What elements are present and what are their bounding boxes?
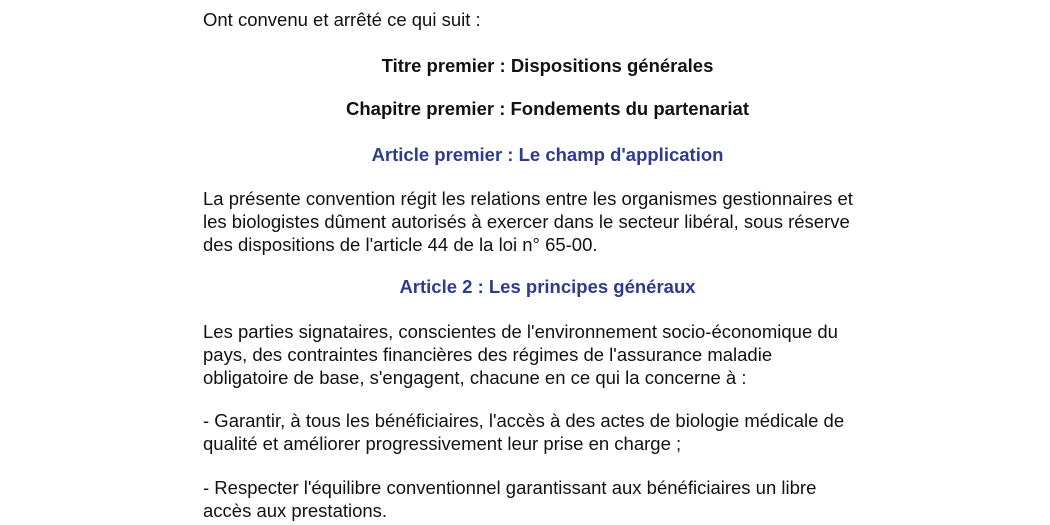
title-heading: Titre premier : Dispositions générales: [381, 55, 714, 76]
article2-item2: [203, 476, 903, 522]
intro-text: Ont convenu et arrêté ce qui suit :: [203, 9, 481, 30]
article2-intro-line: pays, des contraintes financières des régimes de l'assurance maladie: [203, 344, 773, 365]
article1-paragraph: [203, 187, 903, 256]
article1-heading: Article premier : Le champ d'application: [371, 144, 724, 165]
article2-item1-line: - Garantir, à tous les bénéficiaires, l'accès à des actes de biologie médicale de: [203, 410, 845, 431]
article2-intro-paragraph: [203, 320, 903, 389]
article1-line: La présente convention régit les relations entre les organismes gestionnaires et: [203, 188, 853, 209]
article2-heading: Article 2 : Les principes généraux: [399, 276, 696, 297]
article2-intro-line: obligatoire de base, s'engagent, chacune en ce qui la concerne à :: [203, 367, 747, 388]
article2-item2-line: accès aux prestations.: [203, 500, 388, 521]
article2-item1-line: qualité et améliorer progressivement leur prise en charge ;: [203, 433, 682, 454]
article1-line: des dispositions de l'article 44 de la loi n° 65-00.: [203, 234, 598, 255]
article2-intro-line: Les parties signataires, conscientes de l'environnement socio-économique du: [203, 321, 838, 342]
chapter-heading: Chapitre premier : Fondements du partenariat: [346, 98, 749, 119]
article1-line: les biologistes dûment autorisés à exercer dans le secteur libéral, sous réserve: [203, 211, 850, 232]
article2-item1: [203, 409, 903, 455]
article2-item2-line: - Respecter l'équilibre conventionnel garantissant aux bénéficiaires un libre: [203, 477, 817, 498]
